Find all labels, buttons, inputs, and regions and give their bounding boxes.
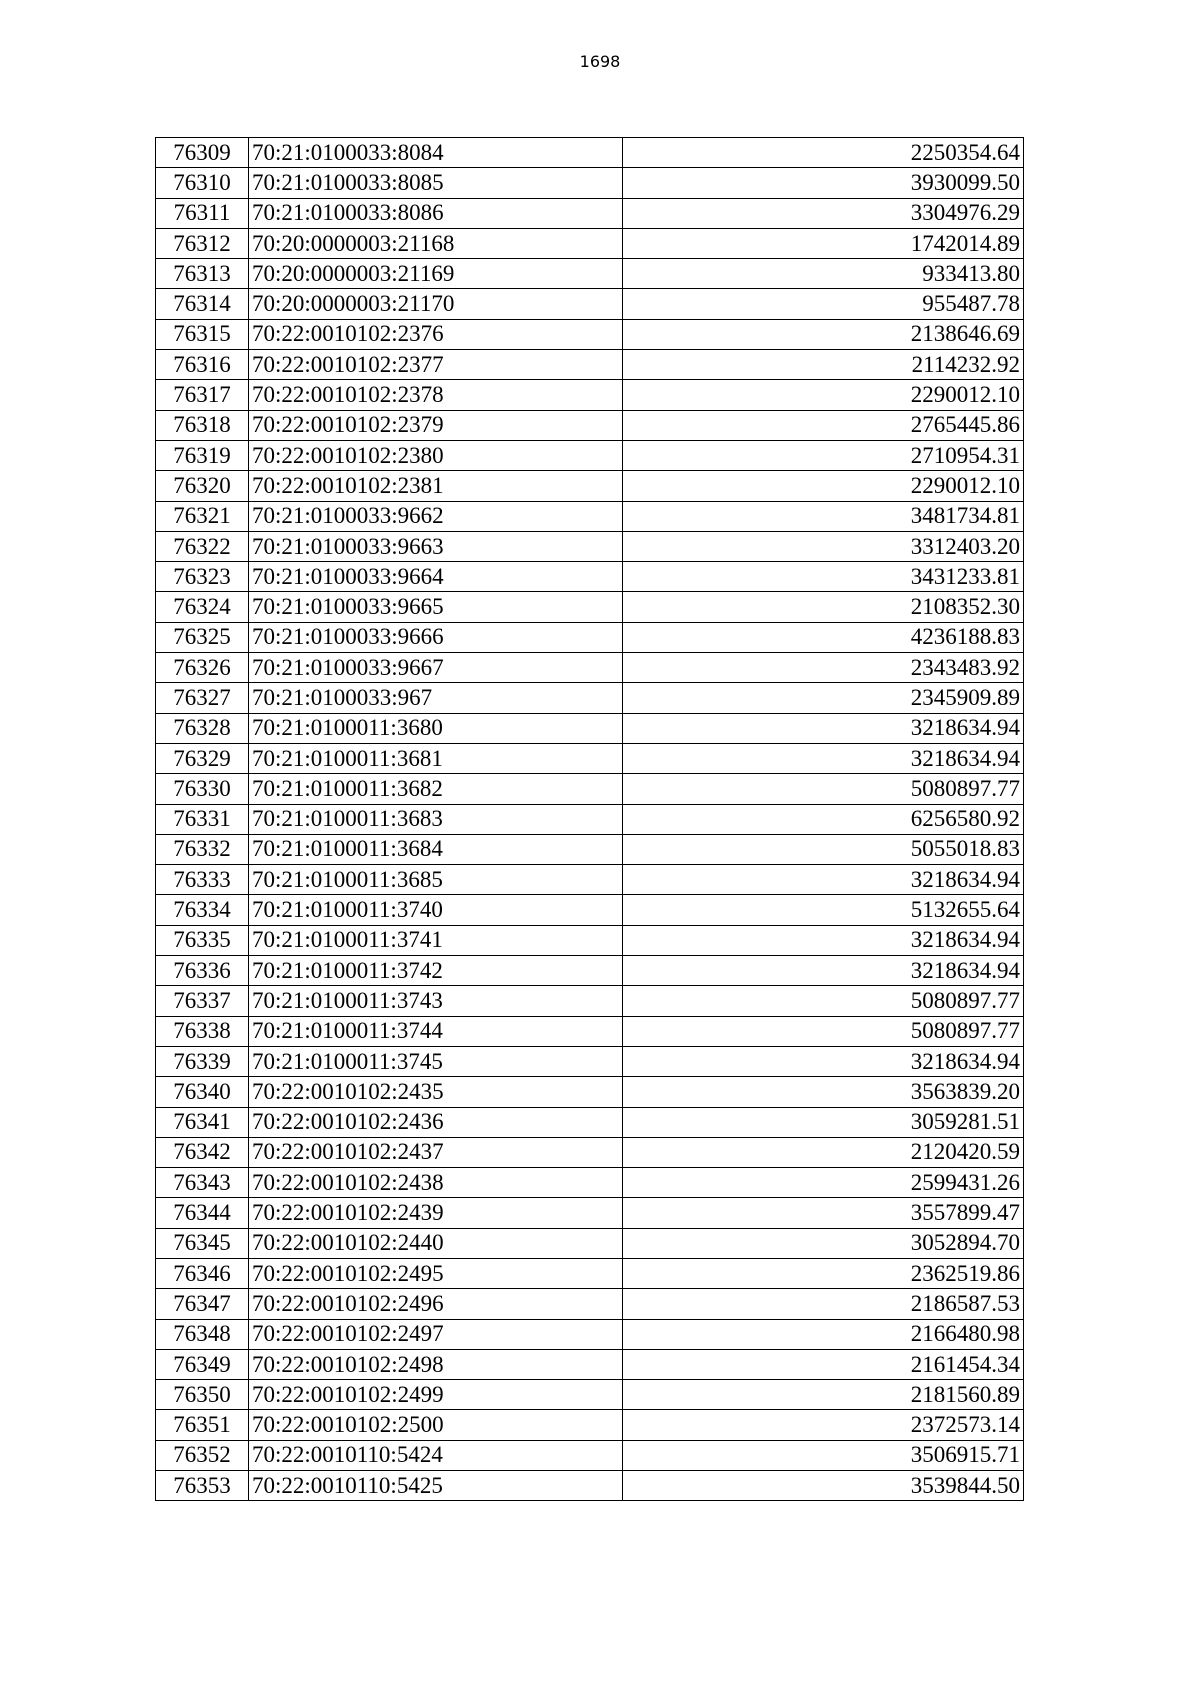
cadastral-value-cell: 2290012.10 [623,380,1024,410]
table-row [156,501,1024,531]
cadastral-number-cell: 70:22:0010102:2437 [249,1137,623,1167]
table-row [156,774,1024,804]
table-row [156,1319,1024,1349]
cadastral-value-cell: 3304976.29 [623,198,1024,228]
cadastral-value-cell: 3218634.94 [623,925,1024,955]
cadastral-number-cell: 70:22:0010102:2440 [249,1228,623,1258]
cadastral-value-cell: 5080897.77 [623,774,1024,804]
table-row [156,531,1024,561]
cadastral-number-cell: 70:22:0010110:5425 [249,1471,623,1501]
row-number-cell: 76330 [156,774,249,804]
cadastral-value-cell: 2345909.89 [623,683,1024,713]
table-row [156,198,1024,228]
cadastral-value-cell: 2362519.86 [623,1258,1024,1288]
table-row [156,925,1024,955]
cadastral-value-cell: 2710954.31 [623,440,1024,470]
cadastral-value-cell: 3563839.20 [623,1077,1024,1107]
cadastral-value-cell: 2114232.92 [623,350,1024,380]
cadastral-value-cell: 2108352.30 [623,592,1024,622]
cadastral-value-cell: 2186587.53 [623,1289,1024,1319]
cadastral-number-cell: 70:21:0100033:9664 [249,562,623,592]
table-row [156,410,1024,440]
cadastral-number-cell: 70:20:0000003:21168 [249,228,623,258]
row-number-cell: 76337 [156,986,249,1016]
cadastral-number-cell: 70:22:0010102:2496 [249,1289,623,1319]
table-row [156,138,1024,168]
cadastral-number-cell: 70:22:0010110:5424 [249,1440,623,1470]
row-number-cell: 76332 [156,834,249,864]
row-number-cell: 76313 [156,259,249,289]
cadastral-number-cell: 70:21:0100011:3681 [249,743,623,773]
table-row [156,380,1024,410]
cadastral-number-cell: 70:22:0010102:2378 [249,380,623,410]
row-number-cell: 76314 [156,289,249,319]
table-row [156,895,1024,925]
cadastral-number-cell: 70:21:0100011:3741 [249,925,623,955]
table-row [156,1077,1024,1107]
row-number-cell: 76312 [156,228,249,258]
table-row [156,350,1024,380]
cadastral-value-cell: 5055018.83 [623,834,1024,864]
cadastral-value-cell: 2166480.98 [623,1319,1024,1349]
cadastral-value-cell: 2343483.92 [623,653,1024,683]
cadastral-value-cell: 1742014.89 [623,228,1024,258]
row-number-cell: 76339 [156,1046,249,1076]
cadastral-number-cell: 70:21:0100033:9663 [249,531,623,561]
row-number-cell: 76331 [156,804,249,834]
row-number-cell: 76324 [156,592,249,622]
row-number-cell: 76349 [156,1349,249,1379]
cadastral-number-cell: 70:21:0100033:9666 [249,622,623,652]
cadastral-value-cell: 3481734.81 [623,501,1024,531]
table-row [156,986,1024,1016]
cadastral-value-cell: 3557899.47 [623,1198,1024,1228]
cadastral-number-cell: 70:21:0100011:3682 [249,774,623,804]
row-number-cell: 76344 [156,1198,249,1228]
cadastral-number-cell: 70:21:0100033:9662 [249,501,623,531]
cadastral-value-cell: 2372573.14 [623,1410,1024,1440]
row-number-cell: 76351 [156,1410,249,1440]
row-number-cell: 76310 [156,168,249,198]
cadastral-number-cell: 70:21:0100011:3680 [249,713,623,743]
cadastral-number-cell: 70:22:0010102:2381 [249,471,623,501]
cadastral-number-cell: 70:21:0100033:9665 [249,592,623,622]
table-row [156,865,1024,895]
cadastral-number-cell: 70:21:0100011:3684 [249,834,623,864]
table-row [156,228,1024,258]
table-row [156,683,1024,713]
row-number-cell: 76320 [156,471,249,501]
table-row [156,471,1024,501]
row-number-cell: 76348 [156,1319,249,1349]
cadastral-value-cell: 3218634.94 [623,865,1024,895]
table-row [156,1410,1024,1440]
table-row [156,1198,1024,1228]
row-number-cell: 76334 [156,895,249,925]
cadastral-value-cell: 5080897.77 [623,1016,1024,1046]
table-row [156,713,1024,743]
row-number-cell: 76352 [156,1440,249,1470]
row-number-cell: 76333 [156,865,249,895]
table-row [156,1380,1024,1410]
cadastral-value-cell: 2181560.89 [623,1380,1024,1410]
cadastral-value-cell: 5132655.64 [623,895,1024,925]
cadastral-value-cell: 2765445.86 [623,410,1024,440]
cadastral-number-cell: 70:21:0100011:3745 [249,1046,623,1076]
table-row [156,1107,1024,1137]
row-number-cell: 76335 [156,925,249,955]
cadastral-value-cell: 2138646.69 [623,319,1024,349]
table-row [156,834,1024,864]
row-number-cell: 76340 [156,1077,249,1107]
table-row [156,319,1024,349]
cadastral-value-cell: 6256580.92 [623,804,1024,834]
cadastral-number-cell: 70:22:0010102:2435 [249,1077,623,1107]
cadastral-value-cell: 2161454.34 [623,1349,1024,1379]
cadastral-number-cell: 70:21:0100033:8084 [249,138,623,168]
cadastral-number-cell: 70:22:0010102:2498 [249,1349,623,1379]
row-number-cell: 76353 [156,1471,249,1501]
row-number-cell: 76345 [156,1228,249,1258]
table-row [156,1016,1024,1046]
row-number-cell: 76347 [156,1289,249,1319]
cadastral-number-cell: 70:21:0100011:3685 [249,865,623,895]
table-row [156,1046,1024,1076]
table-row [156,1168,1024,1198]
cadastral-value-cell: 3218634.94 [623,713,1024,743]
cadastral-value-cell: 3218634.94 [623,956,1024,986]
cadastral-value-cell: 2599431.26 [623,1168,1024,1198]
row-number-cell: 76341 [156,1107,249,1137]
cadastral-number-cell: 70:22:0010102:2438 [249,1168,623,1198]
table-row [156,289,1024,319]
cadastral-value-table [155,137,1024,1501]
row-number-cell: 76326 [156,653,249,683]
table-row [156,1137,1024,1167]
table-row [156,562,1024,592]
cadastral-number-cell: 70:21:0100011:3740 [249,895,623,925]
cadastral-number-cell: 70:21:0100011:3743 [249,986,623,1016]
cadastral-value-cell: 3312403.20 [623,531,1024,561]
cadastral-value-cell: 2250354.64 [623,138,1024,168]
cadastral-value-cell: 3930099.50 [623,168,1024,198]
table-row [156,259,1024,289]
row-number-cell: 76325 [156,622,249,652]
cadastral-number-cell: 70:21:0100033:8085 [249,168,623,198]
row-number-cell: 76322 [156,531,249,561]
row-number-cell: 76321 [156,501,249,531]
table-row [156,743,1024,773]
cadastral-value-cell: 4236188.83 [623,622,1024,652]
cadastral-value-cell: 3052894.70 [623,1228,1024,1258]
cadastral-value-cell: 3218634.94 [623,1046,1024,1076]
cadastral-number-cell: 70:20:0000003:21170 [249,289,623,319]
cadastral-number-cell: 70:22:0010102:2497 [249,1319,623,1349]
cadastral-value-cell: 2120420.59 [623,1137,1024,1167]
table-row [156,1258,1024,1288]
table-row [156,1349,1024,1379]
row-number-cell: 76329 [156,743,249,773]
cadastral-number-cell: 70:22:0010102:2500 [249,1410,623,1440]
cadastral-number-cell: 70:21:0100033:9667 [249,653,623,683]
row-number-cell: 76316 [156,350,249,380]
cadastral-value-cell: 3059281.51 [623,1107,1024,1137]
cadastral-number-cell: 70:22:0010102:2380 [249,440,623,470]
table-row [156,168,1024,198]
table-row [156,653,1024,683]
cadastral-number-cell: 70:21:0100011:3683 [249,804,623,834]
row-number-cell: 76343 [156,1168,249,1198]
cadastral-value-cell: 955487.78 [623,289,1024,319]
table-body [156,138,1024,1501]
row-number-cell: 76346 [156,1258,249,1288]
row-number-cell: 76342 [156,1137,249,1167]
table-row [156,1289,1024,1319]
row-number-cell: 76311 [156,198,249,228]
row-number-cell: 76318 [156,410,249,440]
cadastral-number-cell: 70:22:0010102:2499 [249,1380,623,1410]
table-row [156,622,1024,652]
cadastral-number-cell: 70:21:0100011:3744 [249,1016,623,1046]
row-number-cell: 76309 [156,138,249,168]
table-row [156,804,1024,834]
table-row [156,440,1024,470]
cadastral-value-cell: 3218634.94 [623,743,1024,773]
cadastral-number-cell: 70:22:0010102:2376 [249,319,623,349]
row-number-cell: 76317 [156,380,249,410]
row-number-cell: 76338 [156,1016,249,1046]
cadastral-value-cell: 5080897.77 [623,986,1024,1016]
page-number: 1698 [579,52,621,71]
table-row [156,1471,1024,1501]
cadastral-number-cell: 70:21:0100011:3742 [249,956,623,986]
row-number-cell: 76350 [156,1380,249,1410]
cadastral-value-cell: 933413.80 [623,259,1024,289]
row-number-cell: 76336 [156,956,249,986]
row-number-cell: 76319 [156,440,249,470]
cadastral-value-cell: 3506915.71 [623,1440,1024,1470]
cadastral-number-cell: 70:21:0100033:8086 [249,198,623,228]
cadastral-number-cell: 70:20:0000003:21169 [249,259,623,289]
cadastral-number-cell: 70:22:0010102:2377 [249,350,623,380]
table-row [156,1440,1024,1470]
cadastral-value-cell: 3539844.50 [623,1471,1024,1501]
table-row [156,592,1024,622]
table-row [156,1228,1024,1258]
cadastral-value-cell: 2290012.10 [623,471,1024,501]
cadastral-value-cell: 3431233.81 [623,562,1024,592]
table-row [156,956,1024,986]
row-number-cell: 76315 [156,319,249,349]
cadastral-number-cell: 70:22:0010102:2379 [249,410,623,440]
row-number-cell: 76327 [156,683,249,713]
cadastral-number-cell: 70:22:0010102:2439 [249,1198,623,1228]
cadastral-number-cell: 70:22:0010102:2495 [249,1258,623,1288]
row-number-cell: 76328 [156,713,249,743]
cadastral-number-cell: 70:22:0010102:2436 [249,1107,623,1137]
cadastral-number-cell: 70:21:0100033:967 [249,683,623,713]
row-number-cell: 76323 [156,562,249,592]
